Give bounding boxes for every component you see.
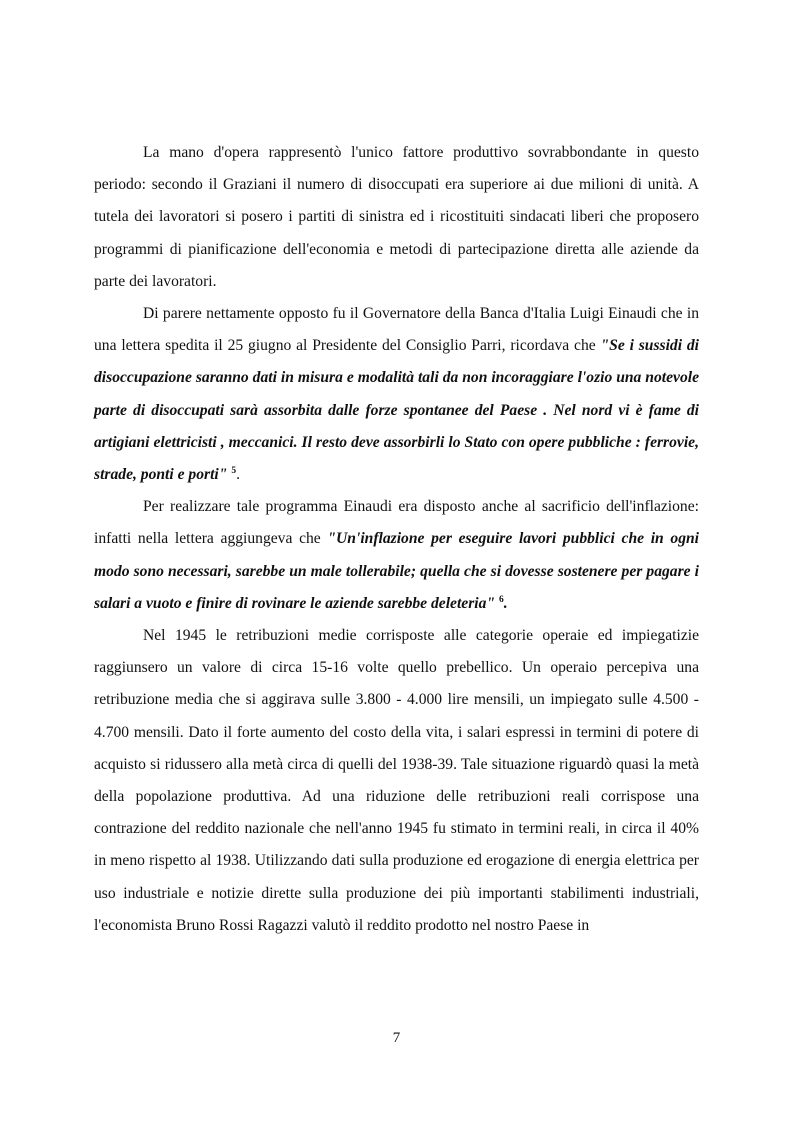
- paragraph-2-intro: Di parere nettamente opposto fu il Governatore della Banca d'Italia Luigi Einaudi che in una lettera spedita il 25 giugno al Presidente del Consiglio Parri, ricordava che: [94, 305, 699, 355]
- paragraph-2-end: .: [236, 466, 240, 484]
- paragraph-2: [94, 298, 699, 491]
- einaudi-quote-1: "Se i sussidi di disoccupazione saranno dati in misura e modalità tali da non incoraggiare l'ozio una notevole parte di disoccupati sarà assorbita dalle forze spontanee del Paese . Nel nord vi è fame di artigiani elettricisti , meccanici. Il resto deve assorbirli lo Stato con opere pubbliche : ferrovie, strade, ponti e porti": [94, 337, 700, 484]
- page-number: 7: [392, 1030, 401, 1046]
- body-text: [94, 137, 699, 942]
- footnote-ref-5[interactable]: 5: [231, 465, 237, 476]
- footnote-ref-6[interactable]: 6: [498, 594, 504, 605]
- paragraph-4: Nel 1945 le retribuzioni medie corrisposte alle categorie operaie ed impiegatizie raggiunsero un valore di circa 15-16 volte quello prebellico. Un operaio percepiva una retribuzione media che si aggirava sulle 3.800 - 4.000 lire mensili, un impiegato sulle 4.500 - 4.700 mensili. Dato il forte aumento del costo della vita, i salari espressi in termini di potere di acquisto si ridussero alla metà circa di quelli del 1938-39. Tale situazione riguardò quasi la metà della popolazione produttiva. Ad una riduzione delle retribuzioni reali corrispose una contrazione del reddito nazionale che nell'anno 1945 fu stimato in termini reali, in circa il 40% in meno rispetto al 1938. Utilizzando dati sulla produzione ed erogazione di energia elettrica per uso industriale e notizie dirette sulla produzione dei più importanti stabilimenti industriali, l'economista Bruno Rossi Ragazzi valutò il reddito prodotto nel nostro Paese in: [94, 627, 699, 934]
- einaudi-quote-2: "Un'inflazione per eseguire lavori pubblici che in ogni modo sono necessari, sarebbe un male tollerabile; quella che si dovesse sostenere per pagare i salari a vuoto e finire di rovinare le aziende sarebbe deleteria": [94, 530, 699, 612]
- paragraph-3: [94, 491, 699, 620]
- paragraph-1: La mano d'opera rappresentò l'unico fattore produttivo sovrabbondante in questo periodo: secondo il Graziani il numero di disoccupati era superiore ai due milioni di unità. A tutela dei lavoratori si posero i partiti di sinistra ed i ricostituiti sindacati liberi che proposero programmi di pianificazione dell'economia e metodi di partecipazione diretta alle aziende da parte dei lavoratori.: [94, 144, 699, 290]
- paragraph-3-intro: Per realizzare tale programma Einaudi era disposto anche al sacrificio dell'inflazione: infatti nella lettera aggiungeva che: [94, 498, 699, 548]
- paragraph-3-end: .: [503, 594, 508, 612]
